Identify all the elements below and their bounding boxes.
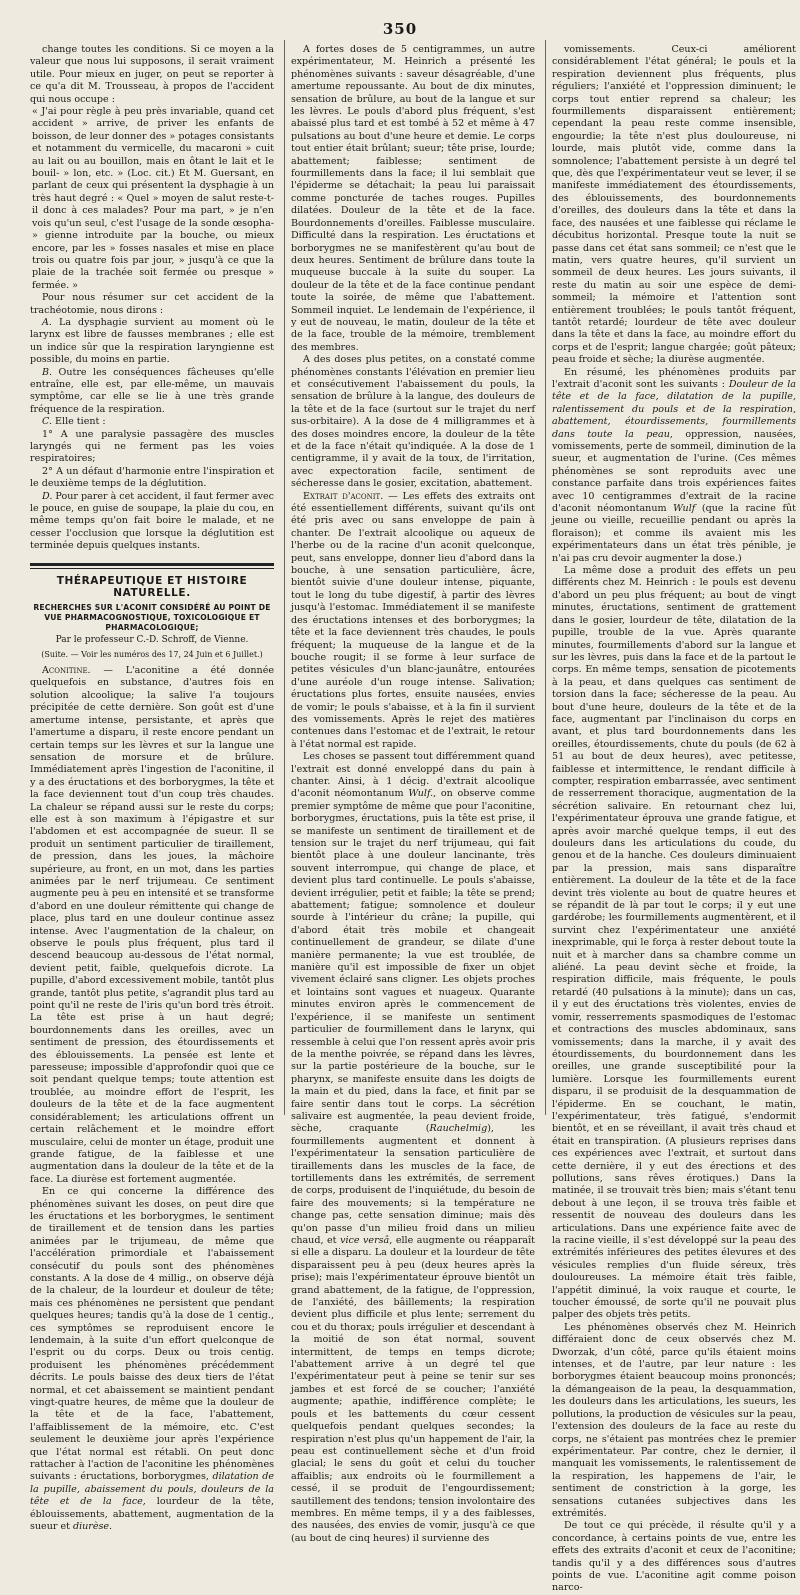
paragraph-text: ), les fourmillements augmentent et donnent à l'expérimentateur la sensation particulière de tiraillements dans les muscles de la face, de tortillements dans les extrémités, de serrement de corps, produisent de l'inquiétude, du besoin de faire des mouvements; si la température ne change pas, cette sensation diminue; mais dès qu'on passe d'un milieu froid dans un milieu chaud, et	[291, 1123, 535, 1246]
paragraph-emphasis: Wulf.	[408, 788, 434, 800]
paragraph: A des doses plus petites, on a constaté comme phénomènes constants l'élévation en premier lieu et consécutivement l'abaissement du pouls, la sensation de brûlure à la langue, des douleurs de la tête et de la face (surtout sur le trajet du nerf sus-orbitaire). A la dose de 4 milligrammes et à des doses moindres encore, la douleur de la tête et de la face n'était qu'indiquée. A la dose de 1 centigramme, il y avait de la toux, de l'irritation, avec expectoration facile, sentiment de sécheresse dans le gosier, excitation, abattement.	[291, 354, 535, 490]
summary-item-b	[30, 367, 274, 417]
column-1	[30, 44, 275, 1533]
summary-item-a	[30, 317, 274, 367]
paragraph	[552, 367, 796, 566]
paragraph: La même dose a produit des effets un peu différents chez M. Heinrich : le pouls est devenu d'abord un peu plus fréquent; au bout de vingt minutes, éructations, sentiment de grattement dans le gosier, lourdeur de tête, dilatation de la pupille, trouble de la vue. Après quarante minutes, fourmillements d'abord sur la langue et sur les lèvres, puis dans la face et de la partout le corps. En même temps, sensation de picotements à la peau, et dans quelques cas sentiment de torsion dans la face; sécheresse de la peau. Au bout d'une heure, douleurs de la tête et de la face, augmentant par l'inclinaison du corps en avant, et plus tard bourdonnements dans les oreilles, étourdissements, chute du pouls (de 62 à 51 au bout de deux heures), avec petitesse, faiblesse et intermittence, le rendant difficile à compter, respiration embarrassée, avec sentiment de resserrement thoracique, augmentation de la sécrétion salivaire. En retournant chez lui, l'expérimentateur éprouva une grande fatigue, et après avoir marché quelque temps, il eut des douleurs dans les articulations du coude, du genou et de la hanche. Ces douleurs diminuaient par la pression, mais sans disparaître entièrement. La douleur de la tête et de la face devint très violente au bout de quatre heures et se répandit de là par tout le corps; il y eut une gardérobe; les fourmillements augmentèrent, et il survint chez l'expérimentateur une anxiété inexprimable, qui le força à rester debout toute la nuit et à marcher dans sa chambre comme un aliéné. La peau devint sèche et froide, la respiration difficile, mais fréquente, le pouls retardé (40 pulsations à la minute); dans un cas, il y eut des éructations très violentes, envies de vomir, resserrements spasmodiques de l'estomac et contractions des muscles abdominaux, sans vomissements; dans la marche, il y avait des étourdissements, du bourdonnement dans les oreilles, une grande susceptibilité pour la lumière. Lorsque les fourmillements eurent disparu, il se produisit de la desquammation de l'épiderme. En se couchant, le matin, l'expérimentateur, très fatigué, s'endormit bientôt, et en se réveillant, il avait très chaud et était en transpiration. (A plusieurs reprises dans ces expériences avec l'extrait, et surtout dans cette dernière, il y eut des érections et des pollutions, sans rêves érotiques.) Dans la matinée, il se trouvait très bien; mais s'étant tenu debout à une leçon, il se trouva très faible et ressentit de nouveau des douleurs dans les articulations. Dans une expérience faite avec de la racine vieille, il s'est développé sur la peau des extrémités inférieures des petites élevures et des vésicules remplies d'un fluide séreux, très douloureuses. La mémoire était très faible, l'appétit diminué, la voix rauque et courte, le toucher émoussé, de sorte qu'il ne pouvait plus palper des objets très petits.	[552, 565, 796, 1321]
paragraph-text: oppression, nausées, vomissements, perte de sommeil, diminution de la sueur, et augmentation de l'urine. (Ces mêmes phénomènes se sont reproduits avec une constance parfaite dans trois expériences faites avec 10 centigrammes d'extrait de la racine d'aconit néomontanum	[552, 428, 796, 515]
paragraph-emphasis: Rauchelmig	[429, 1123, 488, 1135]
item-text: Pour parer à cet accident, il faut fermer avec le pouce, en guise de soupape, la plaie du cou, en même temps qu'on fait boire le malade, et ne cesser l'occlusion que lorsque la déglutition est terminée depuis quelques instants.	[30, 490, 274, 552]
page-number: 350	[382, 20, 418, 38]
paragraph-text: En résumé, les phénomènes produits par l'extrait d'aconit sont les suivants :	[552, 366, 796, 390]
paragraph-text: , elle augmente ou réapparaît si elle a disparu. La douleur et la lourdeur de tête disparaissent peu à peu (deux heures après la prise); mais l'expérimentateur éprouve bientôt un grand abattement, de la fatigue, de l'oppression, de l'anxiété, des bâillements; la respiration devient plus difficile et plus lente; serrement du cou et du thorax; pouls irrégulier et descendant à la moitié de son état normal, souvent intermittent, de temps en temps dicrote; l'abattement arrive à un degré tel que l'expérimentateur peut à peine se tenir sur ses jambes et est forcé de se coucher; l'anxiété augmente; apathie, indifférence complète; le pouls et les battements du cœur cessent quelquefois pendant quelques secondes; la respiration n'est plus qu'un happement de l'air, la peau est continuellement sèche et d'un froid glacial; le sens du goût et celui du toucher affaiblis; aux endroits où le fourmillement a cessé, il se produit de l'engourdissement; sautillement des tendons; tension involontaire des membres. En même temps, il y a des faiblesses, des nausées, des envies de vomir, jusqu'à ce que (au bout de cinq heures) il survienne des	[291, 1235, 535, 1544]
paragraph-emphasis: diurèse.	[72, 1521, 113, 1533]
paragraph: vomissements. Ceux-ci améliorent considérablement l'état général; le pouls et la respiration deviennent plus fréquents, plus réguliers; l'anxiété et l'oppression diminuent; le corps tout entier reprend sa chaleur; les fourmillements disparaissent entièrement; cependant la peau reste comme insensible, engourdie; la tête n'est plus douloureuse, ni lourde, mais plutôt vide, comme dans la somnolence; l'abattement persiste à un degré tel que, dès que l'expérimentateur veut se lever, il se manifeste immédiatement des étourdissements, des éblouissements, des bourdonnements d'oreilles, des douleurs dans la tête et dans la face, des nausées et une faiblesse qui réclame le décubitus horizontal. Presque toute la nuit se passe dans cet état sans sommeil; ce n'est que le matin, vers quatre heures, qu'il survient un sommeil de deux heures. Les jours suivants, il reste du matin au soir une espèce de demi-sommeil; la mémoire et l'attention sont entièrement troublées; le pouls tantôt fréquent, tantôt retardé; lourdeur de tête avec douleur dans la tête et dans la face, au moindre effort du corps et de l'esprit; langue chargée; goût pâteux; peau froide et sèche; la diurèse augmentée.	[552, 44, 796, 366]
paragraph-emphasis: dilatation de la pupille, abaissement du pouls, douleurs de la tête et de la face,	[30, 1471, 274, 1508]
paragraph: A fortes doses de 5 centigrammes, un autre expérimentateur, M. Heinrich a présenté les phénomènes suivants : saveur désagréable, d'une amertume repoussante. Au bout de dix minutes, sensation de brûlure, au bout de la langue et sur les lèvres. Le pouls d'abord plus fréquent, s'est abaissé plus tard et est tombé à 52 et même à 47 pulsations au bout d'une heure et demie. Le corps tout entier était brûlant; sueur; tête prise, lourde; abattement; faiblesse; sentiment de fourmillements dans la face; il lui semblait que l'épiderme se détachait; la peau lui paraissait comme poncturée de taches rouges. Pupilles dilatées. Douleur de la tête et de la face. Bourdonnements d'oreilles. Faiblesse musculaire. Difficulté dans la respiration. Les éructations et borborygmes ne se manifestèrent qu'au bout de deux heures. Sentiment de brûlure dans toute la muqueuse buccale à la suite du souper. La douleur de la tête et de la face continue pendant toute la soirée, de même que l'abattement. Sommeil inquiet. Le lendemain de l'expérience, il y eut de nouveau, le matin, douleur de la tête et de la face, trouble de la mémoire, tremblement des membres.	[291, 44, 535, 353]
paragraph	[30, 665, 274, 1186]
paragraph-text: — L'aconitine a été donnée quelquefois en substance, d'autres fois en solution alcoolique; la salive l'a toujours précipitée de cette dernière. Son goût est d'une amertume intense, persistante, et après que l'amertume a disparu, il reste encore pendant un certain temps sur les lèvres et sur la langue une sensation de morsure et de brûlure. Immédiatement après l'ingestion de l'aconitine, il y a des éructations et des borborygmes, la tête et la face deviennent tout d'un coup très chaudes. La chaleur se répand aussi sur le reste du corps; elle est à son maximum à l'épigastre et sur l'abdomen et est accompagnée de sueur. Il se produit un sentiment particulier de tiraillement, de pression, dans les joues, la mâchoire supérieure, au front, en un mot, dans les parties animées par le nerf trijumeau. Ce sentiment augmente peu à peu en intensité et se transforme d'abord en une douleur rémittente qui change de place, plus tard en une douleur continue assez intense. Avec l'augmentation de la chaleur, on observe le pouls plus fréquent, plus tard il descend beaucoup au-dessous de l'état normal, devient petit, faible, quelquefois dicrote. La pupille, d'abord excessivement mobile, tantôt plus grande, tantôt plus petite, s'agrandit plus tard au point qu'il ne reste de l'iris qu'un bord très étroit. La tête est prise à un haut degré; bourdonnements dans les oreilles, avec un sentiment de pression, des étourdissements et des éblouissements. La pensée est lente et paresseuse; impossible d'approfondir quoi que ce soit pendant quelque temps; toute attention est troublée, au moindre effort de l'esprit, les douleurs de la tête et de la face augmentent considérablement; les articulations offrent un certain relâchement et le moindre effort musculaire, celui de monter un étage, produit une grande fatigue, de la faiblesse et une augmentation dans la douleur de la tête et de la face. La diurèse est fortement augmentée.	[30, 665, 274, 1185]
paragraph	[291, 491, 535, 752]
summary-subitem-2: 2° A un défaut d'harmonie entre l'inspiration et le deuxième temps de la déglutition.	[30, 465, 274, 490]
item-letter: C.	[42, 416, 52, 428]
column-3	[552, 44, 796, 1594]
article-title: RECHERCHES SUR L'ACONIT CONSIDÉRÉ AU POINT DE VUE PHARMACOGNOSTIQUE, TOXICOLOGIQUE ET PHARMACOLOGIQUE;	[33, 603, 271, 632]
paragraph	[291, 751, 535, 1545]
paragraph-text: (que la racine fût jeune ou vieille, recueillie pendant ou après la floraison); et comme ils avaient mis les expérimentateurs dans un état très pénible, je n'ai pas cru devoir augmenter la dose.)	[552, 503, 796, 564]
paragraph: De tout ce qui précède, il résulte qu'il y a concordance, à certains points de vue, entre les effets des extraits d'aconit et ceux de l'aconitine; tandis qu'il y a des différences sous d'autres points de vue. L'aconitine agit comme poison narco-	[552, 1520, 796, 1594]
summary-item-d	[30, 491, 274, 553]
column-divider	[545, 40, 546, 1115]
paragraph	[30, 1186, 274, 1533]
item-text: Elle tient :	[55, 416, 106, 428]
paragraph-text: Les choses se passent tout différemment quand l'extrait est donné enveloppé dans du pain à chanter. Ainsi, à 1 décig. d'extrait alcoolique d'aconit néomontanum	[291, 751, 535, 800]
paragraph-lead: Extrait d'aconit.	[303, 490, 384, 502]
item-letter: B.	[42, 366, 53, 378]
summary-item-c	[30, 416, 274, 428]
article-author: Par le professeur C.-D. Schroff, de Vienne.	[55, 635, 249, 646]
item-letter: D.	[42, 490, 53, 502]
paragraph-lead: Aconitine.	[42, 665, 91, 677]
article-continuation-note: (Suite. — Voir les numéros des 17, 24 Juin et 6 Juillet.)	[41, 649, 263, 659]
column-2	[291, 44, 536, 1544]
item-letter: A.	[42, 316, 52, 328]
item-text: Outre les conséquences fâcheuses qu'elle entraîne, elle est, par elle-même, un mauvais symptôme, car elle se lie à une très grande fréquence de la respiration.	[30, 366, 274, 415]
item-text: La dysphagie survient au moment où le larynx est libre de fausses membranes ; elle est un indice sûr que la respiration laryngienne est possible, du moins en partie.	[30, 316, 275, 366]
paragraph-text: , on observe comme premier symptôme de même que pour l'aconitine, borborygmes, éructations, puis la tête est prise, il se manifeste un sentiment de tiraillement et de tension sur le trajet du nerf trijumeau, qui fait bientôt place à une douleur lancinante, très souvent interrompue, qui change de place, et devient plus tard continuelle. Le pouls s'abaisse, devient irrégulier, petit et faible; la tête se prend; abattement; fatigue; somnolence et douleur sourde à l'intérieur du crâne; la pupille, qui d'abord était très mobile et changeait continuellement de grandeur, se dilate d'une manière permanente; la vue est troublée, de manière qu'il est impossible de fixer un objet vivement éclairé sans cligner. Les objets proches et lointains sont vagues et nuageux. Quarante minutes environ après le commencement de l'expérience, il se manifeste un sentiment particulier de fourmillement dans le larynx, qui ressemble à celui que l'on ressent après avoir pris de la menthe poivrée, se répand dans les lèvres, sur la partie postérieure de la bouche, sur le pharynx, se manifeste ensuite dans les doigts de la main et du pied, dans la face, et finit par se faire sentir dans tout le corps. La sécrétion salivaire est augmentée, la peau devient froide, sèche, craquante (	[291, 788, 536, 1135]
section-separator	[30, 563, 274, 569]
paragraph-emphasis: vice versâ	[340, 1235, 390, 1246]
summary-subitem-1: 1° A une paralysie passagère des muscles laryngés qui ne ferment pas les voies respiratoires;	[30, 428, 274, 465]
paragraph: change toutes les conditions. Si ce moyen a la valeur que nous lui supposons, il serait vraiment utile. Pour mieux en juger, on peut se reporter à ce qu'a dit M. Trousseau, à propos de l'accident qui nous occupe :	[30, 44, 274, 105]
paragraph: Pour nous résumer sur cet accident de la trachéotomie, nous dirons :	[30, 292, 274, 316]
paragraph-emphasis: Douleur de la tête et de la face, dilatation de la pupille, ralentissement du pouls et de la respiration, abattement, étourdissements, fourmillements dans toute la peau,	[552, 378, 796, 440]
column-divider	[284, 40, 285, 1115]
paragraph-text: lourdeur de la tête, éblouissements, abattement, augmentation de la sueur et	[30, 1496, 274, 1533]
section-title: THÉRAPEUTIQUE ET HISTOIRE NATURELLE.	[56, 574, 248, 600]
paragraph: Les phénomènes observés chez M. Heinrich différaient donc de ceux observés chez M. Dworzak, d'un côté, parce qu'ils étaient moins intenses, et de l'autre, par leur nature : les borborygmes étaient beaucoup moins prononcés; la démangeaison de la peau, la desquammation, les douleurs dans les articulations, les sueurs, les pollutions, la production de vésicules sur la peau, l'extension des douleurs de la face au reste du corps, ne s'étaient pas montrées chez le premier expérimentateur. Par contre, chez le dernier, il manquait les vomissements, le ralentissement de la respiration, les happemens de l'air, le sentiment de constriction à la gorge, les sensations cutanées subjectives dans les extrémités.	[552, 1321, 796, 1519]
quotation: « J'ai pour règle à peu près invariable, quand cet accident » arrive, de priver les enfants de boisson, de leur donner des » potages consistants et notamment du vermicelle, du macaroni » cuit au lait ou au bouillon, mais en ôtant le lait et le bouil- » lon, etc. » (Loc. cit.) Et M. Guersant, en parlant de ceux qui présentent la dysphagie à un très haut degré : « Quel » moyen de salut reste-t-il donc à ces malades? Pour ma part, » je n'en vois qu'un seul, c'est l'usage de la sonde œsopha- » gienne introduite par la bouche, ou mieux encore, par les » fosses nasales et mise en place trois ou quatre fois par jour, » jusqu'à ce que la plaie de la trachée soit fermée ou presque » fermée. »	[32, 106, 274, 291]
paragraph-emphasis: Wulf	[673, 503, 696, 515]
paragraph-text: En ce qui concerne la différence des phénomènes suivant les doses, on peut dire que les éructations et les borborygmes, le sentiment de tiraillement et de tension dans les parties animées par le trijumeau, de même que l'accélération primordiale et l'abaissement consécutif du pouls sont des phénomènes constants. A la dose de 4 millig., on observe déjà de la chaleur, de la lourdeur et douleur de tête; mais ces phénomènes ne persistent que pendant quelques heures; tandis qu'à la dose de 1 centig., ces symptômes se reproduisent encore le lendemain, à la suite d'un effort quelconque de l'esprit ou du corps. Deux ou trois centig. produisent les phénomènes précédemment décrits. Le pouls baisse des deux tiers de l'état normal, et cet abaissement se maintient pendant vingt-quatre heures, de même que la douleur de la tête et de la face, l'abattement, l'affaiblissement de la mémoire, etc. C'est seulement le deuxième jour après l'expérience que l'état normal est rétabli. On peut donc rattacher à l'action de l'aconitine les phénomènes suivants : éructations, borborygmes,	[30, 1186, 274, 1483]
paragraph-text: — Les effets des extraits ont été essentiellement différents, suivant qu'ils ont été pris avec ou sans enveloppe de pain à chanter. De l'extrait alcoolique ou aqueux de l'herbe ou de la racine d'un aconit quelconque, peut, sans enveloppe, donner lieu d'abord dans la bouche, à une sensation particulière, âcre, bientôt suivie d'une douleur intense, piquante, tout le long du tube digestif, à partir des lèvres jusqu'à l'estomac. Immédiatement il se manifeste des éructations intenses et des borborygmes; la tête et la face deviennent très chaudes, le pouls fréquent; la muqueuse de la langue et de la bouche rougit; il se forme à leur surface de petites vésicules d'un blanc-jaunâtre, entourées d'une auréole d'un rouge intense. Salivation; éructations plus fortes, ensuite nausées, envies de vomir; le pouls s'abaisse, et à la fin il survient des vomissements. Après le rejet des matières contenues dans l'estomac et de l'extrait, le retour à l'état normal est rapide.	[291, 490, 535, 750]
